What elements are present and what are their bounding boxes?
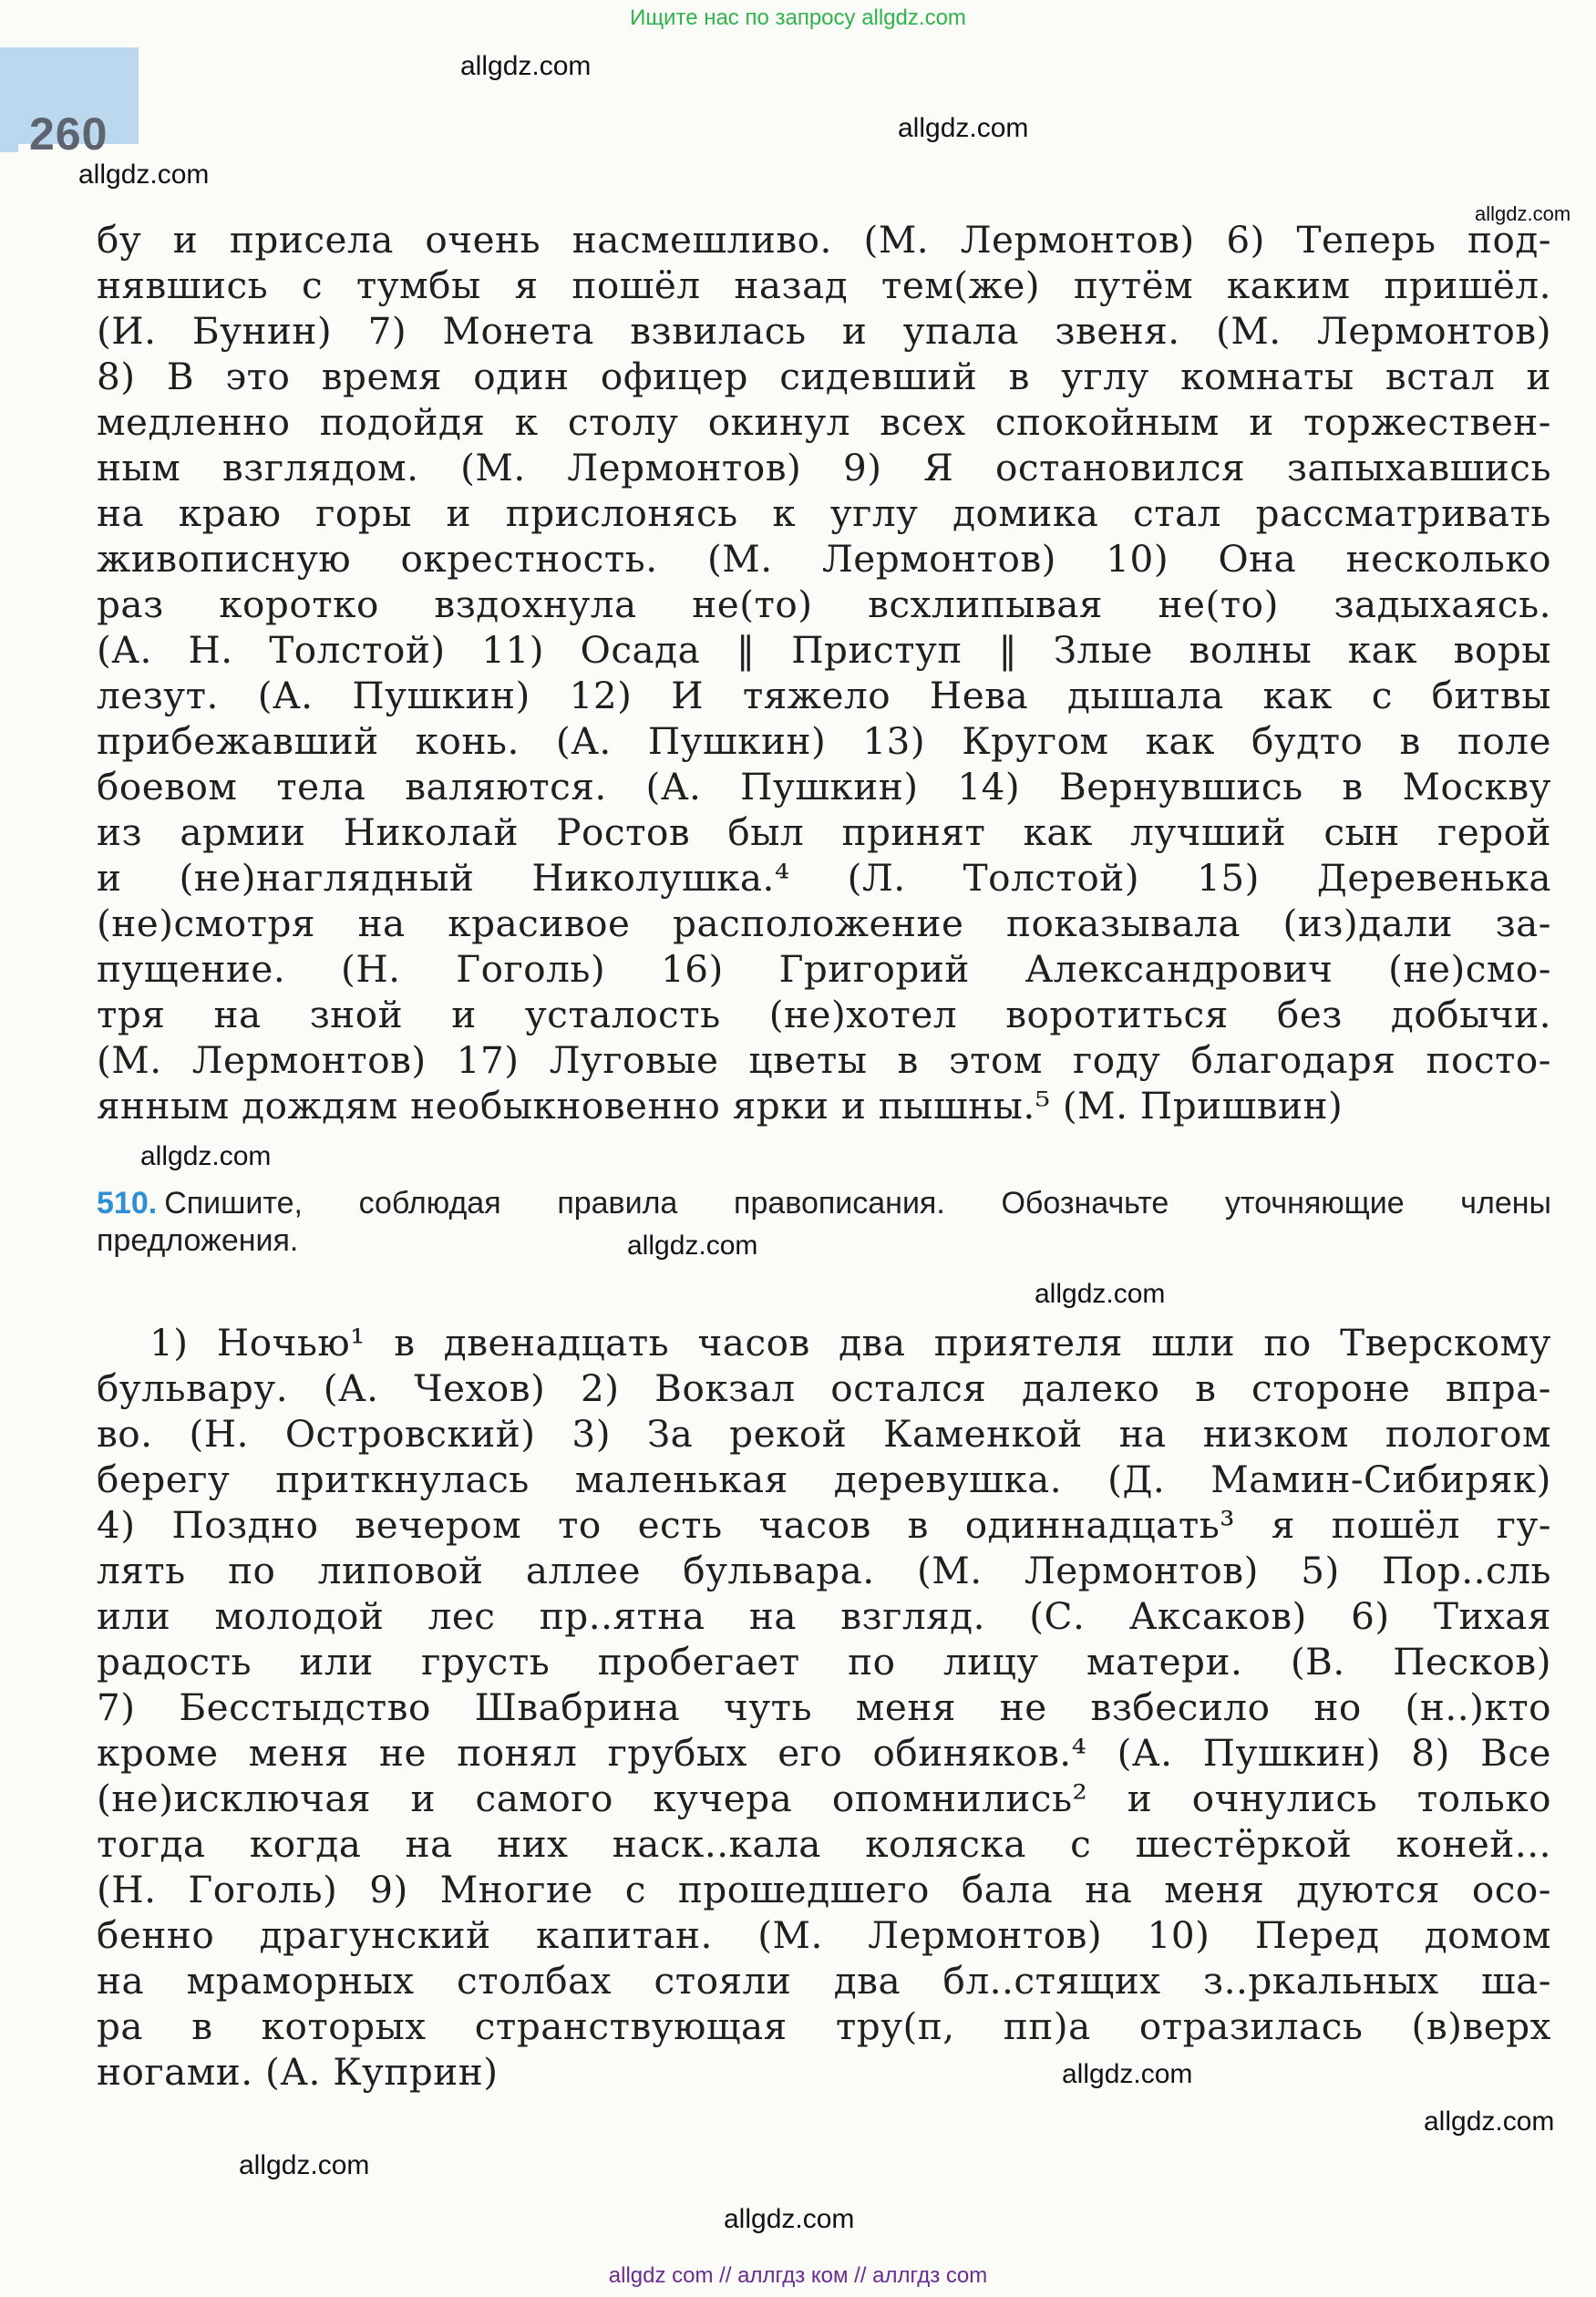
text-line: тря на зной и усталость (не)хотел воротиться без добычи. bbox=[97, 993, 1551, 1036]
text-line: или молодой лес пр..ятна на взгляд. (С. Аксаков) 6) Тихая bbox=[97, 1594, 1551, 1638]
footer-links[interactable]: allgdz com // аллгдз ком // аллгдз com bbox=[608, 2263, 988, 2288]
text-line: тогда когда на них наск..кала коляска с шестёркой коней... bbox=[97, 1822, 1551, 1866]
text-line: боевом тела валяются. (А. Пушкин) 14) Вернувшись в Москву bbox=[97, 765, 1551, 809]
watermark: allgdz.com bbox=[724, 2204, 855, 2234]
exercise-number: 510. bbox=[97, 1186, 158, 1221]
watermark: allgdz.com bbox=[78, 160, 210, 190]
watermark: allgdz.com bbox=[239, 2150, 370, 2180]
text-line: на краю горы и прислонясь к углу домика стал рассматривать bbox=[97, 491, 1551, 535]
paragraph-1 bbox=[97, 217, 1551, 1128]
text-line: (М. Лермонтов) 17) Луговые цветы в этом году благодаря посто- bbox=[97, 1038, 1551, 1082]
watermark: allgdz.com bbox=[1475, 202, 1571, 225]
text-line: кроме меня не понял грубых его обиняков.⁴ (А. Пушкин) 8) Все bbox=[97, 1731, 1551, 1775]
watermark: allgdz.com bbox=[1424, 2106, 1555, 2137]
watermark: allgdz.com bbox=[140, 1141, 272, 1171]
top-banner[interactable]: Ищите нас по запросу allgdz.com bbox=[630, 5, 966, 30]
text-line: лезут. (А. Пушкин) 12) И тяжело Нева дышала как с битвы bbox=[97, 674, 1551, 717]
text-line: из армии Николай Ростов был принят как лучший сын герой bbox=[97, 810, 1551, 854]
instruction-line bbox=[97, 1185, 1551, 1222]
text-line: 7) Бесстыдство Швабрина чуть меня не взбесило но (н..)кто bbox=[97, 1685, 1551, 1729]
text-line: бу и присела очень насмешливо. (М. Лермонтов) 6) Теперь под- bbox=[97, 218, 1551, 262]
text-line: медленно подойдя к столу окинул всех спокойным и торжествен- bbox=[97, 400, 1551, 444]
text-line: ногами. (А. Куприн) bbox=[97, 2050, 499, 2094]
exercise-instruction bbox=[97, 1185, 1551, 1260]
text-line: живописную окрестность. (М. Лермонтов) 10) Она несколько bbox=[97, 537, 1551, 581]
text-line: ным взглядом. (М. Лермонтов) 9) Я остановился запыхавшись bbox=[97, 446, 1551, 489]
text-line: бенно драгунский капитан. (М. Лермонтов) 10) Перед домом bbox=[97, 1913, 1551, 1957]
text-line: (Н. Гоголь) 9) Многие с прошедшего бала на меня дуются осо- bbox=[97, 1868, 1551, 1911]
text-line: нявшись с тумбы я пошёл назад тем(же) путём каким пришёл. bbox=[97, 263, 1551, 307]
text-line: 1) Ночью¹ в двенадцать часов два приятеля шли по Тверскому bbox=[149, 1321, 1551, 1365]
text-line: берегу приткнулась маленькая деревушка. (Д. Мамин-Сибиряк) bbox=[97, 1458, 1551, 1501]
instruction-line: предложения. bbox=[97, 1223, 299, 1258]
watermark: allgdz.com bbox=[460, 51, 592, 81]
text-line: на мраморных столбах стояли два бл..стящих з..ркальных ша- bbox=[97, 1959, 1551, 2003]
text-line: и (не)наглядный Николушка.⁴ (Л. Толстой) 15) Деревенька bbox=[97, 856, 1551, 900]
text-line: (А. Н. Толстой) 11) Осада ‖ Приступ ‖ Злые волны как воры bbox=[97, 628, 1551, 672]
watermark: allgdz.com bbox=[1062, 2059, 1193, 2089]
text-line: во. (Н. Островский) 3) За рекой Каменкой на низком пологом bbox=[97, 1412, 1551, 1456]
text-line: радость или грусть пробегает по лицу матери. (В. Песков) bbox=[97, 1640, 1551, 1684]
text-line: 4) Поздно вечером то есть часов в одиннадцать³ я пошёл гу- bbox=[97, 1503, 1551, 1547]
text-line: (не)смотря на красивое расположение показывала (из)дали за- bbox=[97, 901, 1551, 945]
text-line: ра в которых странствующая тру(п, пп)а отразилась (в)верх bbox=[97, 2004, 1551, 2048]
text-line: пущение. (Н. Гоголь) 16) Григорий Александрович (не)смо- bbox=[97, 947, 1551, 991]
watermark: allgdz.com bbox=[627, 1231, 758, 1261]
page-number: 260 bbox=[29, 108, 108, 160]
paragraph-2 bbox=[97, 1320, 1551, 2095]
text-line: 8) В это время один офицер сидевший в углу комнаты встал и bbox=[97, 355, 1551, 398]
text-line: янным дождям необыкновенно ярки и пышны.⁵ (М. Пришвин) bbox=[97, 1084, 1344, 1128]
watermark: allgdz.com bbox=[1035, 1279, 1166, 1309]
instruction-text: Спишите, соблюдая правила правописания. Обозначьте уточняющие члены bbox=[164, 1186, 1551, 1221]
text-line: прибежавший конь. (А. Пушкин) 13) Кругом как будто в поле bbox=[97, 719, 1551, 763]
text-line: раз коротко вздохнула не(то) всхлипывая не(то) задыхаясь. bbox=[97, 582, 1551, 626]
text-line: бульвару. (А. Чехов) 2) Вокзал остался далеко в стороне впра- bbox=[97, 1366, 1551, 1410]
text-line: (И. Бунин) 7) Монета взвилась и упала звеня. (М. Лермонтов) bbox=[97, 309, 1551, 353]
page-tab-notch bbox=[0, 96, 18, 152]
text-line: (не)исключая и самого кучера опомнились² и очнулись только bbox=[97, 1777, 1551, 1820]
text-line: лять по липовой аллее бульвара. (М. Лермонтов) 5) Пор..сль bbox=[97, 1549, 1551, 1592]
watermark: allgdz.com bbox=[898, 113, 1029, 143]
